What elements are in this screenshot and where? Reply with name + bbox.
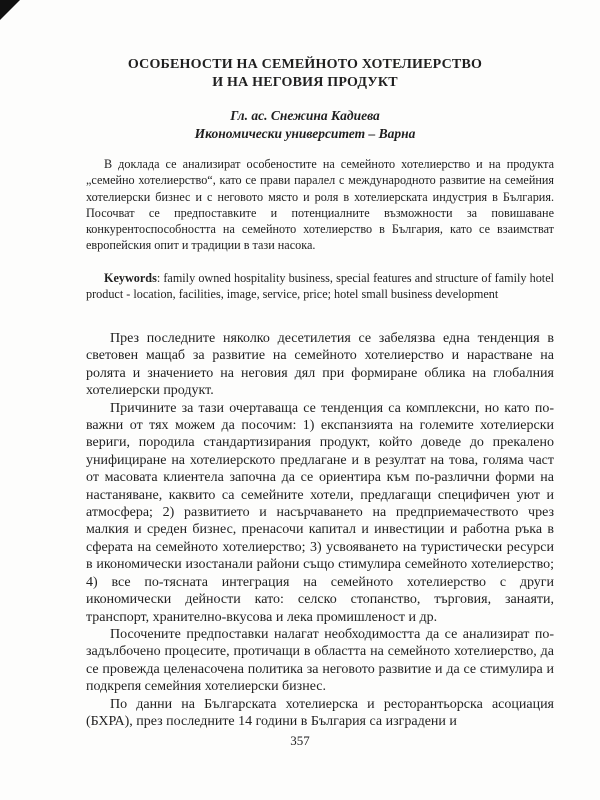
page-number: 357 (290, 733, 310, 748)
keywords-text: : family owned hospitality business, special features and structure of family hotel product - location, facilities, image, service, price; hotel small business development (86, 271, 554, 302)
title-line-2: И НА НЕГОВИЯ ПРОДУКТ (212, 75, 398, 90)
abstract: В доклада се анализират особеностите на семейното хотелиерство и на продукта „семейно хотелиерство“, като се прави паралел с международното развитие на семейния хотелиерски бизнес и с неговото място и роля в хотелиерската индустрия в България. Посочват се предпоставките и потенциалните възможности за повишаване конкурентоспособността на семейното хотелиерство в България, като се взаимстват европейския опит и традиции в тази насока. (86, 157, 554, 253)
body-paragraph: По данни на Българската хотелиерска и ресторантьорска асоциация (БХРА), през последните 14 години в България са изградени и (86, 696, 554, 729)
body-paragraph: Посочените предпоставки налагат необходимостта да се анализират по-задълбочено процесите, протичащи в областта на семейното хотелиерство, да се провежда целенасочена политика за неговото развитие и да се стимулира и подкрепя семейния хотелиерски бизнес. (86, 626, 554, 695)
body-paragraph: Причините за тази очертаваща се тенденция са комплексни, но като по-важни от тях можем да посочим: 1) експанзията на големите хотелиерски вериги, породила стандартизирания продукт, който доведе до прекалено унифициране на хотелиерското предлагане и в резултат на това, голяма част от масовата клиентела започна да се ориентира към по-различни форми на настаняване, каквито са семейните хотели, предлагащи специфичен уют и атмосфера; 2) развитието и насърчаването на предприемачеството чрез малкия и среден бизнес, пренасочи капитал и инвестиции и работна ръка в сферата на семейното хотелиерство; 3) усвояването на туристически ресурси в икономически изостанали райони също стимулира семейното хотелиерство; 4) все по-тясната интеграция на семейното хотелиерство с други икономически дейности като: селско стопанство, търговия, занаяти, транспорт, хранително-вкусова и лека промишленост и др. (86, 400, 554, 625)
author-affiliation: Икономически университет – Варна (194, 126, 416, 141)
body-text (86, 330, 554, 730)
author-name: Гл. ас. Снежина Кадиева (230, 108, 380, 123)
keywords (86, 270, 554, 303)
author-block (60, 107, 550, 143)
paper-title (60, 56, 550, 92)
scan-corner-mark (0, 0, 20, 20)
title-line-1: ОСОБЕНОСТИ НА СЕМЕЙНОТО ХОТЕЛИЕРСТВО (127, 57, 483, 72)
keywords-label: Keywords (104, 271, 157, 285)
body-paragraph: През последните няколко десетилетия се забелязва една тенденция в световен мащаб за развитие на семейното хотелиерство и нарастване на ролята и значението на неговия дял при формиране облика на глобалния хотелиерски продукт. (86, 331, 554, 399)
